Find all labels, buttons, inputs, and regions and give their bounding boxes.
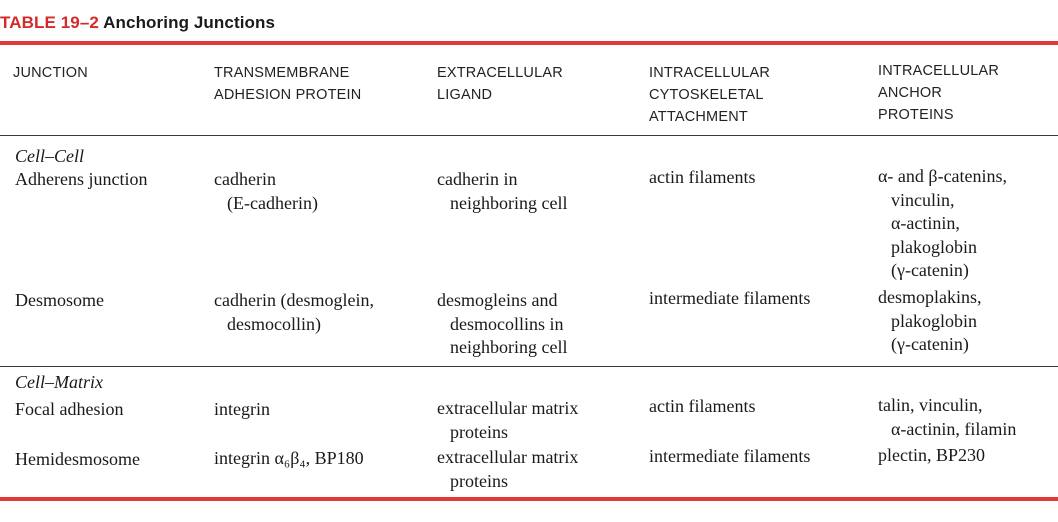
cell-line: extracellular matrix <box>437 447 579 467</box>
header-ligand: EXTRACELLULAR LIGAND <box>437 65 563 103</box>
bottom-rule <box>0 497 1058 501</box>
top-rule <box>0 41 1058 45</box>
row-focal-adhesion-transmembrane: integrin <box>214 399 270 419</box>
row-hemidesmosome-transmembrane: integrin α₆β₄, BP180 <box>214 448 364 468</box>
cell-line: α-actinin, <box>891 213 960 233</box>
section-label-cell-cell: Cell–Cell <box>15 146 84 166</box>
header-cytoskeletal: INTRACELLULAR CYTOSKELETAL ATTACHMENT <box>649 65 771 125</box>
header-anchor: INTRACELLULAR ANCHOR PROTEINS <box>878 63 1000 123</box>
section-label-cell-matrix: Cell–Matrix <box>15 372 103 392</box>
row-focal-adhesion-cytoskeletal: actin filaments <box>649 396 756 416</box>
cell-line: neighboring cell <box>450 337 568 357</box>
row-hemidesmosome-junction: Hemidesmosome <box>15 449 140 469</box>
cell-line: cadherin (desmoglein, <box>214 290 374 310</box>
row-adherens-junction: Adherens junction <box>15 169 148 189</box>
row-focal-adhesion-junction: Focal adhesion <box>15 399 124 419</box>
cell-line: (γ-catenin) <box>891 334 969 354</box>
row-focal-adhesion-ligand <box>437 397 578 444</box>
header-divider <box>0 135 1058 136</box>
cell-line: (E-cadherin) <box>227 192 318 213</box>
cell-line: neighboring cell <box>450 192 568 213</box>
row-adherens-cytoskeletal: actin filaments <box>649 167 756 187</box>
row-adherens-ligand <box>437 168 567 215</box>
cell-line: desmocollins in <box>450 313 564 334</box>
row-desmosome-cytoskeletal: intermediate filaments <box>649 288 811 308</box>
row-desmosome-junction: Desmosome <box>15 290 104 310</box>
section-divider <box>0 366 1058 367</box>
cell-line: desmocollin) <box>227 313 321 334</box>
row-hemidesmosome-cytoskeletal: intermediate filaments <box>649 446 811 466</box>
row-desmosome-transmembrane <box>214 289 374 336</box>
cell-line: cadherin in <box>437 169 518 189</box>
cell-line: (γ-catenin) <box>891 260 969 280</box>
cell-line: desmogleins and <box>437 290 558 310</box>
cell-line: proteins <box>450 421 508 442</box>
row-adherens-transmembrane <box>214 168 318 215</box>
cell-line: proteins <box>450 470 508 491</box>
cell-line: plakoglobin <box>891 310 977 331</box>
cell-line: cadherin <box>214 169 276 189</box>
row-focal-adhesion-anchor <box>878 394 1016 441</box>
cell-line: α- and β-catenins, <box>878 166 1008 186</box>
row-hemidesmosome-ligand <box>437 446 578 493</box>
table-title <box>0 13 275 33</box>
table-caption: Anchoring Junctions <box>103 13 276 32</box>
cell-line: talin, vinculin, <box>878 395 983 415</box>
cell-line: α-actinin, filamin <box>891 418 1017 439</box>
row-hemidesmosome-anchor: plectin, BP230 <box>878 445 985 465</box>
cell-line: plakoglobin <box>891 236 977 257</box>
row-adherens-anchor <box>878 165 1007 283</box>
header-transmembrane: TRANSMEMBRANE ADHESION PROTEIN <box>214 65 362 103</box>
cell-line: desmoplakins, <box>878 287 982 307</box>
row-desmosome-ligand <box>437 289 567 360</box>
cell-line: vinculin, <box>891 189 955 210</box>
table-number: TABLE 19–2 <box>0 13 99 32</box>
row-desmosome-anchor <box>878 286 982 357</box>
cell-line: extracellular matrix <box>437 398 579 418</box>
header-junction: JUNCTION <box>13 65 88 81</box>
